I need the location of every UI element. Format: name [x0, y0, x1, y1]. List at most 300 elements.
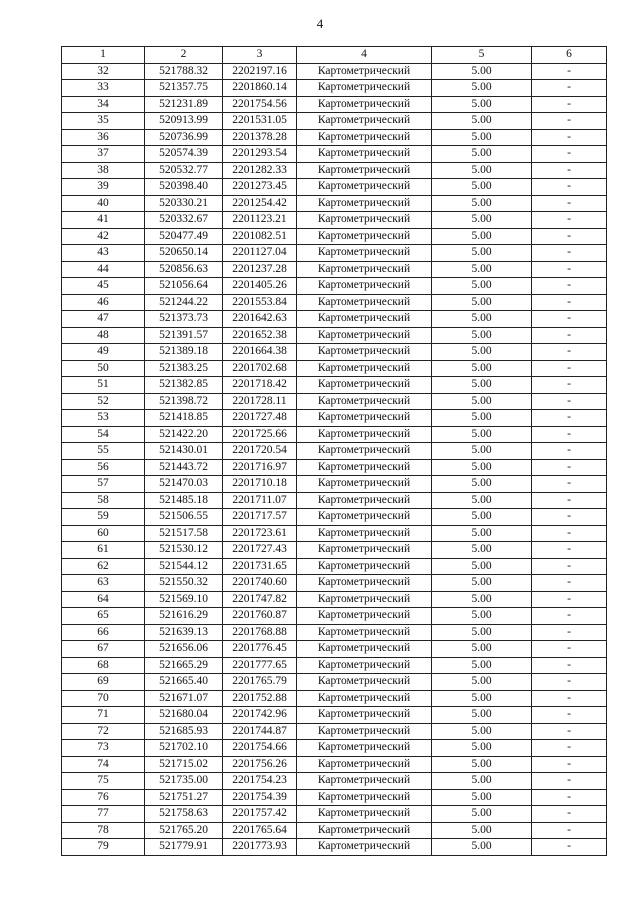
- y-coordinate-cell: 2201773.93: [223, 839, 297, 856]
- method-cell: Картометрический: [297, 509, 432, 526]
- y-coordinate-cell: 2201293.54: [223, 146, 297, 163]
- column-header: 4: [297, 47, 432, 64]
- note-cell: -: [532, 443, 607, 460]
- table-row: [62, 212, 607, 229]
- table-row: [62, 476, 607, 493]
- point-number-cell: 58: [62, 492, 145, 509]
- x-coordinate-cell: 521389.18: [145, 344, 223, 361]
- method-cell: Картометрический: [297, 624, 432, 641]
- accuracy-cell: 5.00: [432, 245, 532, 262]
- table-row: [62, 278, 607, 295]
- y-coordinate-cell: 2201254.42: [223, 195, 297, 212]
- point-number-cell: 64: [62, 591, 145, 608]
- note-cell: -: [532, 707, 607, 724]
- method-cell: Картометрический: [297, 740, 432, 757]
- table-row: [62, 707, 607, 724]
- x-coordinate-cell: 521569.10: [145, 591, 223, 608]
- point-number-cell: 63: [62, 575, 145, 592]
- accuracy-cell: 5.00: [432, 756, 532, 773]
- method-cell: Картометрический: [297, 575, 432, 592]
- accuracy-cell: 5.00: [432, 195, 532, 212]
- y-coordinate-cell: 2201754.39: [223, 789, 297, 806]
- note-cell: -: [532, 80, 607, 97]
- note-cell: -: [532, 509, 607, 526]
- note-cell: -: [532, 327, 607, 344]
- y-coordinate-cell: 2201405.26: [223, 278, 297, 295]
- accuracy-cell: 5.00: [432, 641, 532, 658]
- y-coordinate-cell: 2201711.07: [223, 492, 297, 509]
- point-number-cell: 66: [62, 624, 145, 641]
- table-row: [62, 426, 607, 443]
- method-cell: Картометрический: [297, 96, 432, 113]
- y-coordinate-cell: 2201777.65: [223, 657, 297, 674]
- y-coordinate-cell: 2201725.66: [223, 426, 297, 443]
- method-cell: Картометрический: [297, 245, 432, 262]
- accuracy-cell: 5.00: [432, 839, 532, 856]
- y-coordinate-cell: 2201127.04: [223, 245, 297, 262]
- x-coordinate-cell: 520532.77: [145, 162, 223, 179]
- x-coordinate-cell: 521530.12: [145, 542, 223, 559]
- table-row: [62, 443, 607, 460]
- accuracy-cell: 5.00: [432, 344, 532, 361]
- accuracy-cell: 5.00: [432, 657, 532, 674]
- note-cell: -: [532, 459, 607, 476]
- note-cell: -: [532, 806, 607, 823]
- table-row: [62, 740, 607, 757]
- note-cell: -: [532, 608, 607, 625]
- accuracy-cell: 5.00: [432, 63, 532, 80]
- accuracy-cell: 5.00: [432, 542, 532, 559]
- column-header: 1: [62, 47, 145, 64]
- accuracy-cell: 5.00: [432, 278, 532, 295]
- method-cell: Картометрический: [297, 278, 432, 295]
- table-row: [62, 162, 607, 179]
- method-cell: Картометрический: [297, 344, 432, 361]
- table-row: [62, 806, 607, 823]
- point-number-cell: 34: [62, 96, 145, 113]
- accuracy-cell: 5.00: [432, 327, 532, 344]
- x-coordinate-cell: 521616.29: [145, 608, 223, 625]
- x-coordinate-cell: 521765.20: [145, 822, 223, 839]
- accuracy-cell: 5.00: [432, 789, 532, 806]
- accuracy-cell: 5.00: [432, 806, 532, 823]
- x-coordinate-cell: 521779.91: [145, 839, 223, 856]
- y-coordinate-cell: 2201718.42: [223, 377, 297, 394]
- x-coordinate-cell: 520477.49: [145, 228, 223, 245]
- accuracy-cell: 5.00: [432, 96, 532, 113]
- x-coordinate-cell: 521544.12: [145, 558, 223, 575]
- point-number-cell: 73: [62, 740, 145, 757]
- x-coordinate-cell: 521702.10: [145, 740, 223, 757]
- method-cell: Картометрический: [297, 129, 432, 146]
- point-number-cell: 74: [62, 756, 145, 773]
- table-row: [62, 756, 607, 773]
- table-row: [62, 344, 607, 361]
- y-coordinate-cell: 2201860.14: [223, 80, 297, 97]
- point-number-cell: 76: [62, 789, 145, 806]
- note-cell: -: [532, 162, 607, 179]
- x-coordinate-cell: 520650.14: [145, 245, 223, 262]
- method-cell: Картометрический: [297, 393, 432, 410]
- x-coordinate-cell: 521517.58: [145, 525, 223, 542]
- x-coordinate-cell: 521680.04: [145, 707, 223, 724]
- table-row: [62, 525, 607, 542]
- y-coordinate-cell: 2201747.82: [223, 591, 297, 608]
- note-cell: -: [532, 591, 607, 608]
- point-number-cell: 65: [62, 608, 145, 625]
- accuracy-cell: 5.00: [432, 261, 532, 278]
- y-coordinate-cell: 2201776.45: [223, 641, 297, 658]
- method-cell: Картометрический: [297, 839, 432, 856]
- x-coordinate-cell: 521382.85: [145, 377, 223, 394]
- table-header-row: [62, 47, 607, 64]
- point-number-cell: 78: [62, 822, 145, 839]
- accuracy-cell: 5.00: [432, 509, 532, 526]
- point-number-cell: 70: [62, 690, 145, 707]
- x-coordinate-cell: 521671.07: [145, 690, 223, 707]
- point-number-cell: 43: [62, 245, 145, 262]
- note-cell: -: [532, 542, 607, 559]
- method-cell: Картометрический: [297, 542, 432, 559]
- accuracy-cell: 5.00: [432, 558, 532, 575]
- note-cell: -: [532, 228, 607, 245]
- point-number-cell: 75: [62, 773, 145, 790]
- table-row: [62, 492, 607, 509]
- accuracy-cell: 5.00: [432, 707, 532, 724]
- x-coordinate-cell: 521485.18: [145, 492, 223, 509]
- table-row: [62, 641, 607, 658]
- note-cell: -: [532, 195, 607, 212]
- y-coordinate-cell: 2201642.63: [223, 311, 297, 328]
- method-cell: Картометрический: [297, 707, 432, 724]
- x-coordinate-cell: 521357.75: [145, 80, 223, 97]
- accuracy-cell: 5.00: [432, 525, 532, 542]
- x-coordinate-cell: 521550.32: [145, 575, 223, 592]
- x-coordinate-cell: 521398.72: [145, 393, 223, 410]
- point-number-cell: 47: [62, 311, 145, 328]
- table-row: [62, 591, 607, 608]
- method-cell: Картометрический: [297, 179, 432, 196]
- y-coordinate-cell: 2201754.56: [223, 96, 297, 113]
- accuracy-cell: 5.00: [432, 459, 532, 476]
- x-coordinate-cell: 521506.55: [145, 509, 223, 526]
- y-coordinate-cell: 2201754.23: [223, 773, 297, 790]
- table-row: [62, 773, 607, 790]
- method-cell: Картометрический: [297, 410, 432, 427]
- table-row: [62, 311, 607, 328]
- x-coordinate-cell: 521470.03: [145, 476, 223, 493]
- y-coordinate-cell: 2202197.16: [223, 63, 297, 80]
- accuracy-cell: 5.00: [432, 608, 532, 625]
- note-cell: -: [532, 113, 607, 130]
- point-number-cell: 69: [62, 674, 145, 691]
- accuracy-cell: 5.00: [432, 212, 532, 229]
- page-number: 4: [316, 16, 324, 31]
- y-coordinate-cell: 2201237.28: [223, 261, 297, 278]
- note-cell: -: [532, 377, 607, 394]
- y-coordinate-cell: 2201702.68: [223, 360, 297, 377]
- point-number-cell: 59: [62, 509, 145, 526]
- note-cell: -: [532, 756, 607, 773]
- method-cell: Картометрический: [297, 195, 432, 212]
- x-coordinate-cell: 520856.63: [145, 261, 223, 278]
- x-coordinate-cell: 521665.29: [145, 657, 223, 674]
- note-cell: -: [532, 575, 607, 592]
- table-row: [62, 96, 607, 113]
- method-cell: Картометрический: [297, 608, 432, 625]
- point-number-cell: 37: [62, 146, 145, 163]
- table-row: [62, 822, 607, 839]
- y-coordinate-cell: 2201752.88: [223, 690, 297, 707]
- method-cell: Картометрический: [297, 360, 432, 377]
- note-cell: -: [532, 393, 607, 410]
- note-cell: -: [532, 294, 607, 311]
- method-cell: Картометрический: [297, 327, 432, 344]
- y-coordinate-cell: 2201760.87: [223, 608, 297, 625]
- accuracy-cell: 5.00: [432, 113, 532, 130]
- table-body: [62, 63, 607, 855]
- point-number-cell: 61: [62, 542, 145, 559]
- point-number-cell: 36: [62, 129, 145, 146]
- method-cell: Картометрический: [297, 476, 432, 493]
- table-row: [62, 509, 607, 526]
- x-coordinate-cell: 521788.32: [145, 63, 223, 80]
- x-coordinate-cell: 521665.40: [145, 674, 223, 691]
- method-cell: Картометрический: [297, 806, 432, 823]
- point-number-cell: 57: [62, 476, 145, 493]
- table-row: [62, 146, 607, 163]
- x-coordinate-cell: 521639.13: [145, 624, 223, 641]
- note-cell: -: [532, 261, 607, 278]
- method-cell: Картометрический: [297, 525, 432, 542]
- x-coordinate-cell: 521735.00: [145, 773, 223, 790]
- accuracy-cell: 5.00: [432, 773, 532, 790]
- y-coordinate-cell: 2201273.45: [223, 179, 297, 196]
- accuracy-cell: 5.00: [432, 443, 532, 460]
- method-cell: Картометрический: [297, 459, 432, 476]
- x-coordinate-cell: 521656.06: [145, 641, 223, 658]
- y-coordinate-cell: 2201378.28: [223, 129, 297, 146]
- point-number-cell: 41: [62, 212, 145, 229]
- note-cell: -: [532, 624, 607, 641]
- point-number-cell: 33: [62, 80, 145, 97]
- table-row: [62, 690, 607, 707]
- point-number-cell: 48: [62, 327, 145, 344]
- accuracy-cell: 5.00: [432, 674, 532, 691]
- point-number-cell: 56: [62, 459, 145, 476]
- point-number-cell: 50: [62, 360, 145, 377]
- y-coordinate-cell: 2201720.54: [223, 443, 297, 460]
- note-cell: -: [532, 212, 607, 229]
- note-cell: -: [532, 641, 607, 658]
- method-cell: Картометрический: [297, 294, 432, 311]
- method-cell: Картометрический: [297, 641, 432, 658]
- table-row: [62, 261, 607, 278]
- x-coordinate-cell: 521383.25: [145, 360, 223, 377]
- accuracy-cell: 5.00: [432, 360, 532, 377]
- x-coordinate-cell: 521751.27: [145, 789, 223, 806]
- y-coordinate-cell: 2201664.38: [223, 344, 297, 361]
- x-coordinate-cell: 521443.72: [145, 459, 223, 476]
- table-row: [62, 294, 607, 311]
- x-coordinate-cell: 521715.02: [145, 756, 223, 773]
- accuracy-cell: 5.00: [432, 377, 532, 394]
- point-number-cell: 54: [62, 426, 145, 443]
- x-coordinate-cell: 521685.93: [145, 723, 223, 740]
- point-number-cell: 32: [62, 63, 145, 80]
- point-number-cell: 52: [62, 393, 145, 410]
- note-cell: -: [532, 146, 607, 163]
- method-cell: Картометрический: [297, 212, 432, 229]
- note-cell: -: [532, 723, 607, 740]
- table-row: [62, 195, 607, 212]
- table-row: [62, 558, 607, 575]
- point-number-cell: 40: [62, 195, 145, 212]
- coordinates-table: [61, 46, 607, 856]
- y-coordinate-cell: 2201768.88: [223, 624, 297, 641]
- note-cell: -: [532, 492, 607, 509]
- y-coordinate-cell: 2201754.66: [223, 740, 297, 757]
- method-cell: Картометрический: [297, 773, 432, 790]
- x-coordinate-cell: 521244.22: [145, 294, 223, 311]
- accuracy-cell: 5.00: [432, 591, 532, 608]
- x-coordinate-cell: 521373.73: [145, 311, 223, 328]
- table-row: [62, 542, 607, 559]
- y-coordinate-cell: 2201123.21: [223, 212, 297, 229]
- method-cell: Картометрический: [297, 80, 432, 97]
- note-cell: -: [532, 311, 607, 328]
- y-coordinate-cell: 2201756.26: [223, 756, 297, 773]
- y-coordinate-cell: 2201717.57: [223, 509, 297, 526]
- point-number-cell: 42: [62, 228, 145, 245]
- table-row: [62, 410, 607, 427]
- x-coordinate-cell: 521391.57: [145, 327, 223, 344]
- table-row: [62, 80, 607, 97]
- method-cell: Картометрический: [297, 261, 432, 278]
- y-coordinate-cell: 2201710.18: [223, 476, 297, 493]
- y-coordinate-cell: 2201731.65: [223, 558, 297, 575]
- note-cell: -: [532, 789, 607, 806]
- note-cell: -: [532, 674, 607, 691]
- note-cell: -: [532, 476, 607, 493]
- note-cell: -: [532, 525, 607, 542]
- method-cell: Картометрический: [297, 591, 432, 608]
- column-header: 3: [223, 47, 297, 64]
- point-number-cell: 79: [62, 839, 145, 856]
- y-coordinate-cell: 2201282.33: [223, 162, 297, 179]
- note-cell: -: [532, 426, 607, 443]
- note-cell: -: [532, 129, 607, 146]
- point-number-cell: 45: [62, 278, 145, 295]
- accuracy-cell: 5.00: [432, 162, 532, 179]
- table-row: [62, 113, 607, 130]
- note-cell: -: [532, 410, 607, 427]
- point-number-cell: 51: [62, 377, 145, 394]
- accuracy-cell: 5.00: [432, 624, 532, 641]
- note-cell: -: [532, 657, 607, 674]
- table-row: [62, 608, 607, 625]
- point-number-cell: 49: [62, 344, 145, 361]
- point-number-cell: 38: [62, 162, 145, 179]
- accuracy-cell: 5.00: [432, 294, 532, 311]
- note-cell: -: [532, 245, 607, 262]
- x-coordinate-cell: 520913.99: [145, 113, 223, 130]
- note-cell: -: [532, 690, 607, 707]
- note-cell: -: [532, 740, 607, 757]
- point-number-cell: 77: [62, 806, 145, 823]
- y-coordinate-cell: 2201727.48: [223, 410, 297, 427]
- table-row: [62, 839, 607, 856]
- x-coordinate-cell: 521758.63: [145, 806, 223, 823]
- column-header: 5: [432, 47, 532, 64]
- x-coordinate-cell: 520332.67: [145, 212, 223, 229]
- method-cell: Картометрический: [297, 492, 432, 509]
- table-row: [62, 327, 607, 344]
- note-cell: -: [532, 558, 607, 575]
- y-coordinate-cell: 2201652.38: [223, 327, 297, 344]
- method-cell: Картометрический: [297, 723, 432, 740]
- table-row: [62, 624, 607, 641]
- x-coordinate-cell: 521056.64: [145, 278, 223, 295]
- note-cell: -: [532, 63, 607, 80]
- x-coordinate-cell: 521430.01: [145, 443, 223, 460]
- accuracy-cell: 5.00: [432, 129, 532, 146]
- method-cell: Картометрический: [297, 162, 432, 179]
- accuracy-cell: 5.00: [432, 575, 532, 592]
- accuracy-cell: 5.00: [432, 690, 532, 707]
- point-number-cell: 44: [62, 261, 145, 278]
- y-coordinate-cell: 2201723.61: [223, 525, 297, 542]
- x-coordinate-cell: 520398.40: [145, 179, 223, 196]
- table-row: [62, 459, 607, 476]
- y-coordinate-cell: 2201742.96: [223, 707, 297, 724]
- method-cell: Картометрический: [297, 426, 432, 443]
- point-number-cell: 72: [62, 723, 145, 740]
- table-row: [62, 377, 607, 394]
- note-cell: -: [532, 96, 607, 113]
- point-number-cell: 67: [62, 641, 145, 658]
- accuracy-cell: 5.00: [432, 179, 532, 196]
- method-cell: Картометрический: [297, 63, 432, 80]
- x-coordinate-cell: 521422.20: [145, 426, 223, 443]
- x-coordinate-cell: 520736.99: [145, 129, 223, 146]
- y-coordinate-cell: 2201765.79: [223, 674, 297, 691]
- method-cell: Картометрический: [297, 756, 432, 773]
- column-header: 6: [532, 47, 607, 64]
- method-cell: Картометрический: [297, 377, 432, 394]
- point-number-cell: 71: [62, 707, 145, 724]
- method-cell: Картометрический: [297, 822, 432, 839]
- y-coordinate-cell: 2201727.43: [223, 542, 297, 559]
- method-cell: Картометрический: [297, 311, 432, 328]
- table-row: [62, 228, 607, 245]
- method-cell: Картометрический: [297, 228, 432, 245]
- point-number-cell: 60: [62, 525, 145, 542]
- note-cell: -: [532, 278, 607, 295]
- y-coordinate-cell: 2201740.60: [223, 575, 297, 592]
- point-number-cell: 68: [62, 657, 145, 674]
- table-row: [62, 360, 607, 377]
- accuracy-cell: 5.00: [432, 723, 532, 740]
- accuracy-cell: 5.00: [432, 80, 532, 97]
- y-coordinate-cell: 2201716.97: [223, 459, 297, 476]
- note-cell: -: [532, 360, 607, 377]
- table-row: [62, 575, 607, 592]
- method-cell: Картометрический: [297, 558, 432, 575]
- accuracy-cell: 5.00: [432, 822, 532, 839]
- method-cell: Картометрический: [297, 113, 432, 130]
- point-number-cell: 35: [62, 113, 145, 130]
